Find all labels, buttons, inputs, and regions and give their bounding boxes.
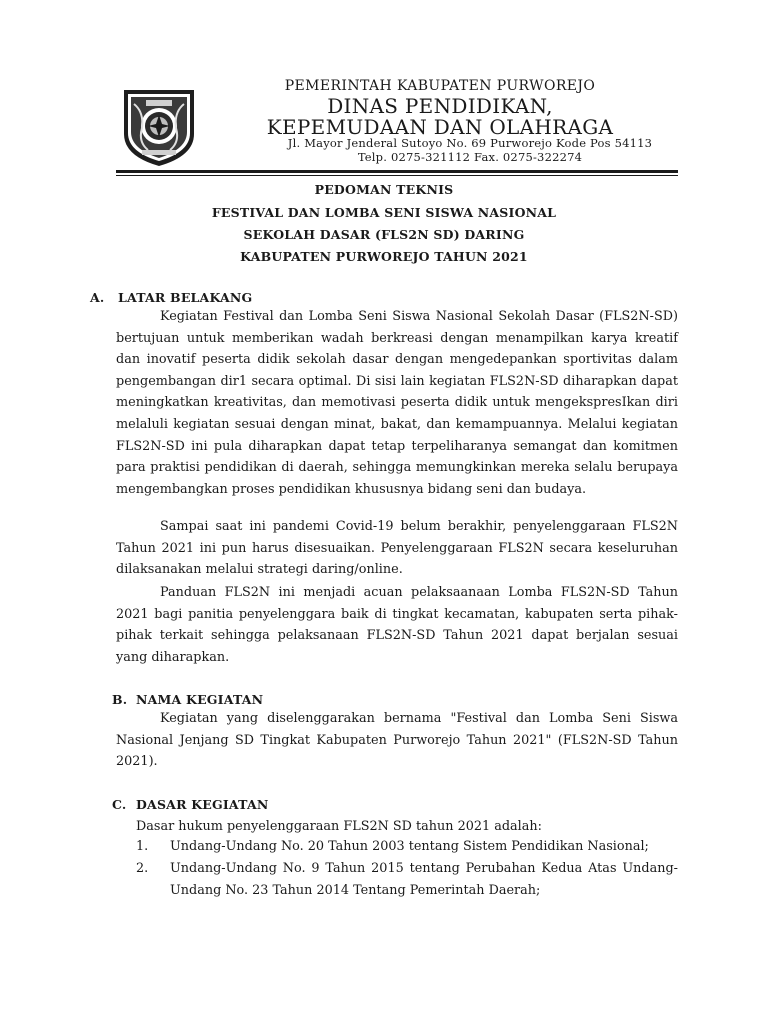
purworejo-regency-emblem-icon <box>118 84 200 168</box>
letterhead-divider-thick <box>116 170 678 173</box>
office-address: Jl. Mayor Jenderal Sutoyo No. 69 Purworejo Kode Pos 54113 <box>287 136 653 150</box>
government-name: PEMERINTAH KABUPATEN PURWOREJO <box>284 78 596 94</box>
section-a-paragraph-1: Kegiatan Festival dan Lomba Seni Siswa Nasional Sekolah Dasar (FLS2N-SD) bertujuan untuk memberikan wadah berkreasi dengan menampilkan karya kreatif dan inovatif peserta didik sekolah dasar dengan mengedepankan sportivitas dalam pengembangan dir1 secara optimal. Di sisi lain kegiatan FLS2N-SD diharapkan dapat meningkatkan kreativitas, dan memotivasi peserta didik untuk mengekspresIkan diri melaluli kegiatan sesuai dengan minat, bakat, dan kemampuannya. Melalui kegiatan FLS2N-SD ini pula diharapkan dapat tetap terpeliharanya semangat dan komitmen para praktisi pendidikan di daerah, sehingga memungkinkan mereka selalu berupaya mengembangkan proses pendidikan khususnya bidang seni dan budaya. <box>116 309 678 497</box>
section-number: C. <box>112 797 127 812</box>
section-c-intro: Dasar hukum penyelenggaraan FLS2N SD tahun 2021 adalah: <box>136 819 542 834</box>
section-title: DASAR KEGIATAN <box>136 797 269 812</box>
list-item-text: Undang-Undang No. 9 Tahun 2015 tentang Perubahan Kedua Atas Undang-Undang No. 23 Tahun 2014 Tentang Pemerintah Daerah; <box>170 861 678 898</box>
document-title-line4: KABUPATEN PURWOREJO TAHUN 2021 <box>240 249 528 264</box>
section-a-paragraph-2: Sampai saat ini pandemi Covid-19 belum berakhir, penyelenggaraan FLS2N Tahun 2021 ini pun harus disesuaikan. Penyelenggaraan FLS2N secara keseluruhan dilaksanakan melalui strategi daring/online. <box>116 519 678 578</box>
department-name-line2: KEPEMUDAAN DAN OLAHRAGA <box>266 115 614 139</box>
list-item-text: Undang-Undang No. 20 Tahun 2003 tentang Sistem Pendidikan Nasional; <box>170 839 649 854</box>
section-number: A. <box>90 290 105 305</box>
document-title-line3: SEKOLAH DASAR (FLS2N SD) DARING <box>243 227 525 242</box>
department-name-line1: DINAS PENDIDIKAN, <box>327 94 553 118</box>
list-item-number: 1. <box>136 839 149 854</box>
document-title-line1: PEDOMAN TEKNIS <box>314 182 454 197</box>
list-item-number: 2. <box>136 861 149 876</box>
section-b-paragraph: Kegiatan yang diselenggarakan bernama "Festival dan Lomba Seni Siswa Nasional Jenjang SD Tingkat Kabupaten Purworejo Tahun 2021" (FLS2N-SD Tahun 2021). <box>116 711 678 770</box>
section-a-paragraph-3: Panduan FLS2N ini menjadi acuan pelaksaanaan Lomba FLS2N-SD Tahun 2021 bagi panitia penyelenggara baik di tingkat kecamatan, kabupaten serta pihak-pihak terkait sehingga pelaksanaan FLS2N-SD Tahun 2021 dapat berjalan sesuai yang diharapkan. <box>116 585 678 665</box>
office-phone: Telp. 0275-321112 Fax. 0275-322274 <box>357 150 583 164</box>
section-number: B. <box>112 692 128 707</box>
section-title: LATAR BELAKANG <box>118 290 253 305</box>
letterhead-divider-thin <box>116 175 678 176</box>
document-title-line2: FESTIVAL DAN LOMBA SENI SISWA NASIONAL <box>211 205 557 220</box>
section-title: NAMA KEGIATAN <box>136 692 264 707</box>
